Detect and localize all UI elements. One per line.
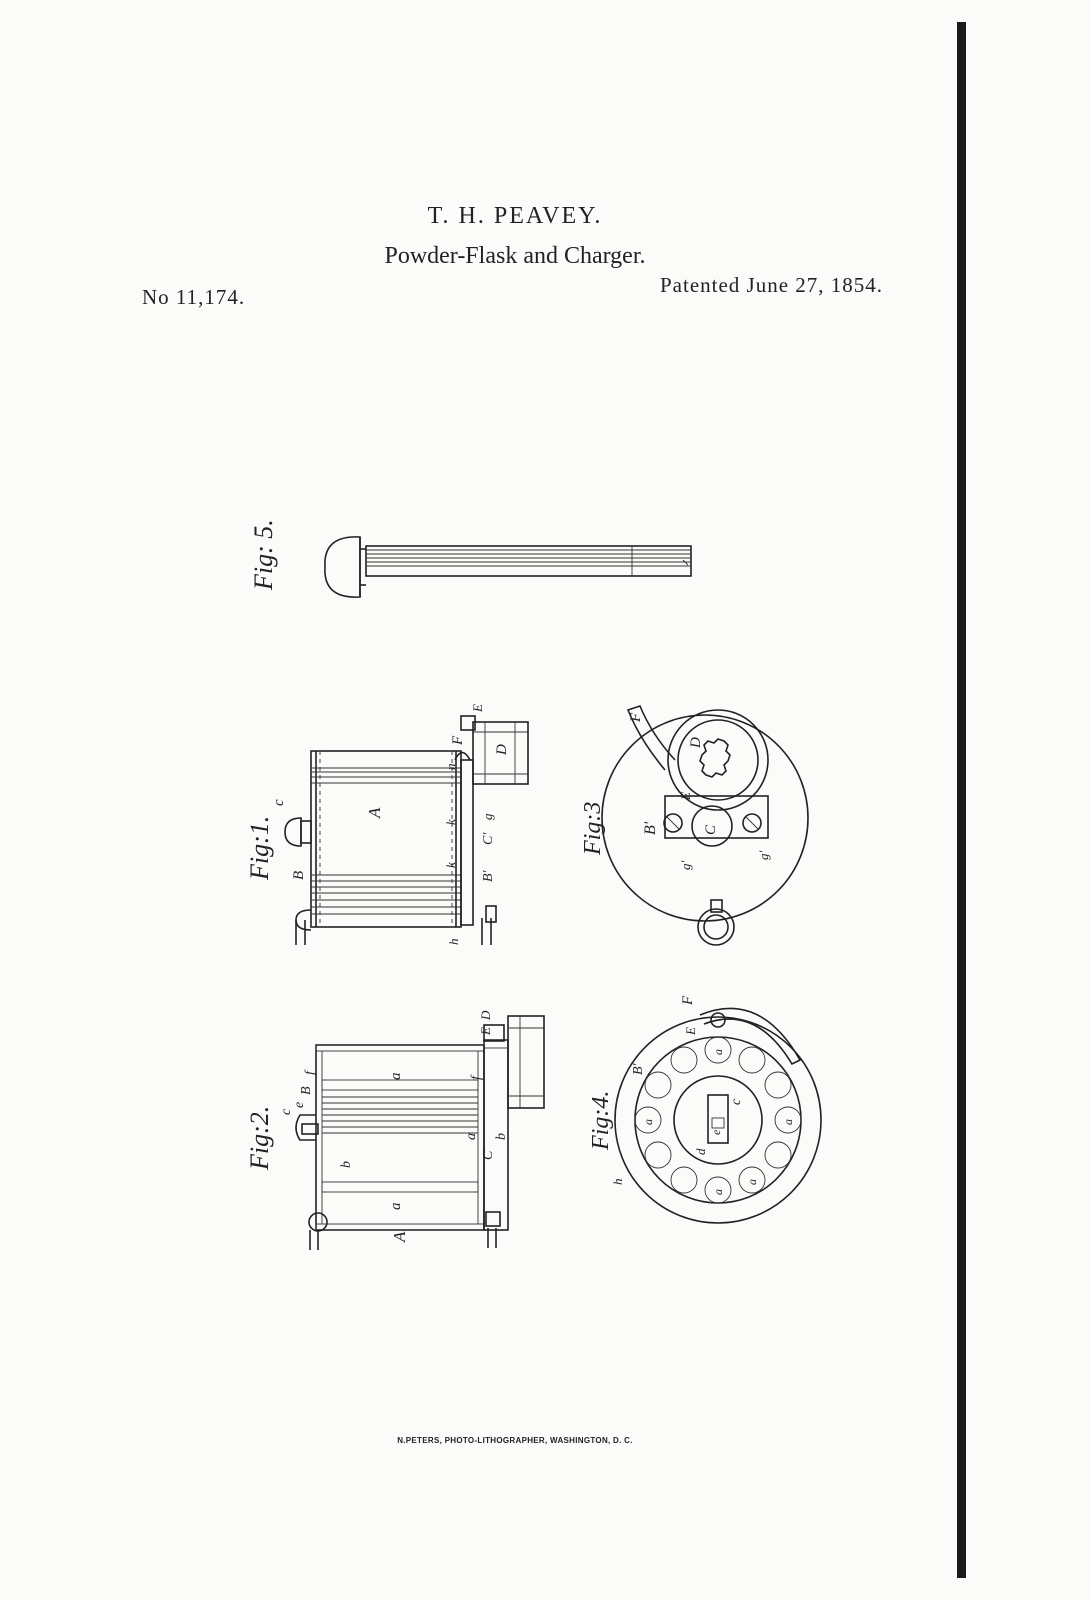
svg-text:E: E	[678, 792, 693, 800]
svg-text:k: k	[443, 862, 458, 868]
svg-text:g': g'	[756, 850, 771, 860]
svg-text:g: g	[480, 813, 495, 820]
fig4-letters	[610, 995, 795, 1195]
svg-text:b: b	[494, 1133, 509, 1140]
svg-text:e: e	[292, 1101, 307, 1108]
svg-text:c: c	[271, 799, 287, 806]
fig1-label: Fig:1.	[245, 815, 274, 880]
patent-number: No 11,174.	[142, 285, 246, 309]
svg-text:D: D	[478, 1010, 493, 1020]
svg-text:h: h	[610, 1178, 625, 1185]
svg-text:c: c	[729, 1098, 744, 1105]
svg-text:D: D	[494, 744, 510, 755]
svg-text:a: a	[781, 1119, 795, 1125]
svg-text:a: a	[745, 1179, 759, 1185]
svg-text:a: a	[641, 1119, 655, 1125]
svg-text:F: F	[680, 995, 696, 1005]
svg-text:e: e	[709, 1129, 723, 1135]
svg-text:f: f	[303, 1071, 318, 1075]
svg-text:B': B'	[481, 870, 496, 882]
svg-text:B: B	[299, 1086, 314, 1095]
svg-text:B': B'	[631, 1063, 646, 1075]
patent-date: Patented June 27, 1854.	[660, 273, 884, 297]
svg-text:D: D	[688, 737, 704, 748]
svg-text:h: h	[446, 938, 461, 945]
fig5-label: Fig: 5.	[249, 519, 278, 590]
svg-text:C: C	[481, 1150, 496, 1160]
fig2-drawing	[296, 1016, 544, 1250]
fig1-letters	[271, 704, 510, 945]
fig2-label: Fig:2.	[245, 1105, 274, 1170]
svg-text:C: C	[703, 824, 719, 835]
svg-text:d: d	[693, 1148, 708, 1155]
svg-text:a: a	[388, 1072, 404, 1080]
lithographer-imprint: N.PETERS, PHOTO-LITHOGRAPHER, WASHINGTON, D. C.	[397, 1436, 633, 1445]
svg-text:E: E	[478, 1027, 493, 1035]
svg-text:n: n	[443, 763, 458, 770]
svg-text:A: A	[390, 1231, 409, 1242]
svg-text:B': B'	[642, 821, 659, 835]
svg-text:a: a	[711, 1049, 725, 1055]
fig4-label: Fig:4.	[588, 1090, 614, 1150]
svg-text:F: F	[450, 735, 466, 745]
inventor-name: T. H. PEAVEY.	[427, 203, 603, 229]
svg-text:f: f	[469, 1076, 484, 1080]
svg-text:C': C'	[481, 832, 496, 845]
svg-text:c: c	[279, 1108, 294, 1115]
svg-text:g': g'	[678, 860, 693, 870]
svg-text:a: a	[464, 1133, 479, 1140]
svg-text:A: A	[365, 807, 384, 818]
svg-text:E: E	[470, 704, 485, 712]
fig1-drawing	[285, 716, 528, 945]
fig5-drawing	[325, 537, 691, 597]
svg-text:E: E	[683, 1027, 698, 1035]
svg-text:k: k	[443, 819, 458, 825]
svg-text:B: B	[291, 870, 307, 880]
svg-text:F: F	[628, 712, 644, 722]
patent-title: Powder-Flask and Charger.	[384, 243, 646, 269]
svg-text:a: a	[711, 1189, 725, 1195]
svg-text:a: a	[388, 1202, 404, 1210]
fig3-label: Fig:3	[580, 801, 606, 855]
svg-text:b: b	[339, 1161, 354, 1168]
